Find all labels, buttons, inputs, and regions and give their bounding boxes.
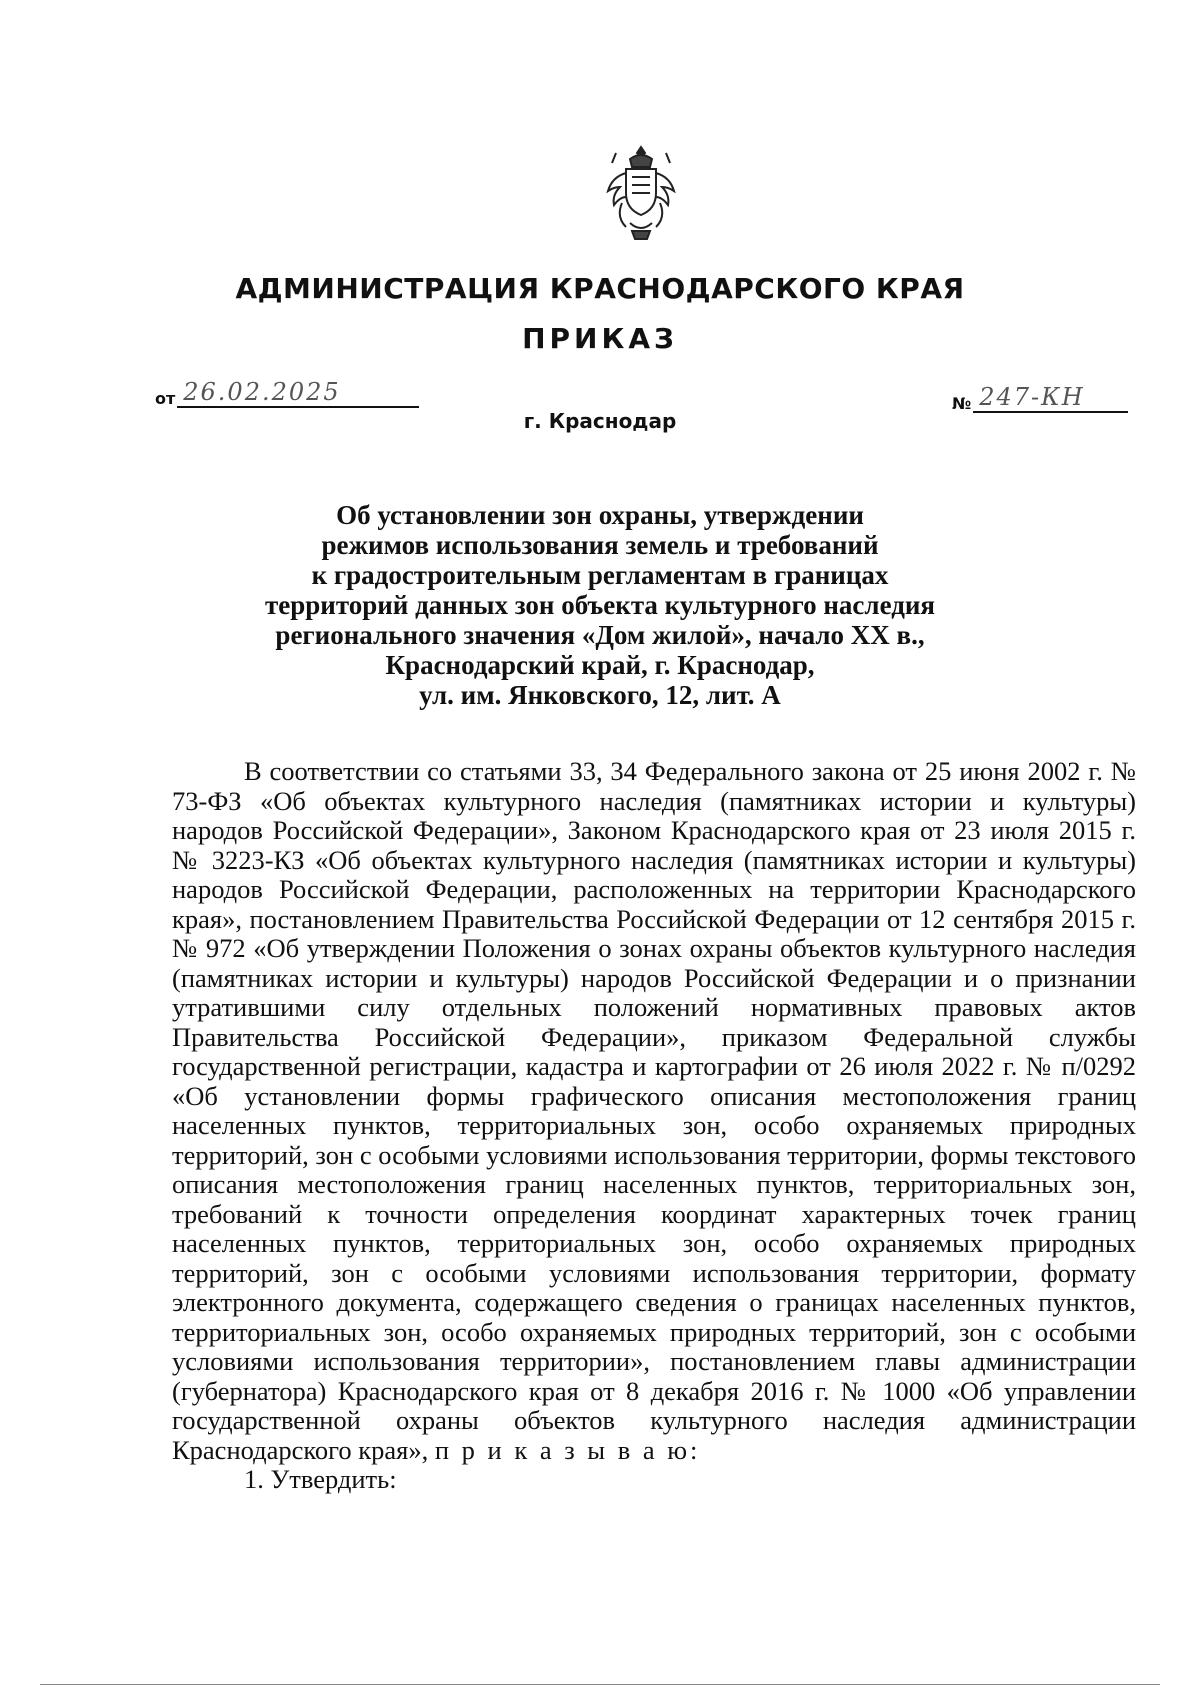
title-line: Об установлении зон охраны, утверждении xyxy=(336,500,864,530)
coat-of-arms-icon xyxy=(602,143,680,243)
document-date xyxy=(155,378,419,408)
document-body xyxy=(172,757,1136,1495)
organization-name: АДМИНИСТРАЦИЯ КРАСНОДАРСКОГО КРАЯ xyxy=(235,272,965,305)
number-prefix: № xyxy=(952,394,972,413)
scan-edge-line xyxy=(40,1684,1160,1685)
item-1: 1. Утвердить: xyxy=(244,1464,397,1494)
date-field xyxy=(177,378,419,408)
title-line: ул. им. Янковского, 12, лит. А xyxy=(419,680,781,710)
date-value: 26.02.2025 xyxy=(183,378,341,406)
preamble-text: В соответствии со статьями 33, 34 Федерального закона от 25 июня 2002 г. № 73-ФЗ «Об объектах культурного наследия (памятниках истории и культуры) народов Российской Федерации», Законом Краснодарского края от 23 июля 2015 г. № 3223-КЗ «Об объектах культурного наследия (памятниках истории и культуры) народов Российской Федерации, расположенных на территории Краснодарского края», постановлением Правительства Российской Федерации от 12 сентября 2015 г. № 972 «Об утверждении Положения о зонах охраны объектов культурного наследия (памятниках истории и культуры) народов Российской Федерации и о признании утратившими силу отдельных положений нормативных правовых актов Правительства Российской Федерации», приказом Федеральной службы государственной регистрации, кадастра и картографии от 26 июля 2022 г. № п/0292 «Об установлении формы графического описания местоположения границ населенных пунктов, территориальных зон, особо охраняемых природных территорий, зон с особыми условиями использования территории, формы текстового описания местоположения границ населенных пунктов, территориальных зон, требований к точности определения координат характерных точек границ населенных пунктов, территориальных зон, особо охраняемых природных территорий, зон с особыми условиями использования территории, формату электронного документа, содержащего сведения о границах населенных пунктов, территориальных зон, особо охраняемых природных территорий, зон с особыми условиями использования территории», постановлением главы администрации (губернатора) Краснодарского края от 8 декабря 2016 г. № 1000 «Об управлении государственной охраны объектов культурного наследия администрации Краснодарского края», xyxy=(172,756,1136,1465)
number-value: 247-КН xyxy=(979,383,1085,411)
order-word: п р и к а з ы в а ю: xyxy=(434,1434,701,1465)
title-line: Краснодарский край, г. Краснодар, xyxy=(385,650,815,680)
document-type: ПРИКАЗ xyxy=(522,322,678,355)
title-line: режимов использования земель и требований xyxy=(321,530,879,560)
city: г. Краснодар xyxy=(523,409,677,433)
title-line: территорий данных зон объекта культурного наследия xyxy=(264,590,936,620)
title-line: регионального значения «Дом жилой», начало XX в., xyxy=(275,620,925,650)
title-line: к градостроительным регламентам в границах xyxy=(311,560,889,590)
date-prefix: от xyxy=(155,389,176,408)
document-title xyxy=(250,500,950,710)
preamble-paragraph xyxy=(172,757,1136,1465)
